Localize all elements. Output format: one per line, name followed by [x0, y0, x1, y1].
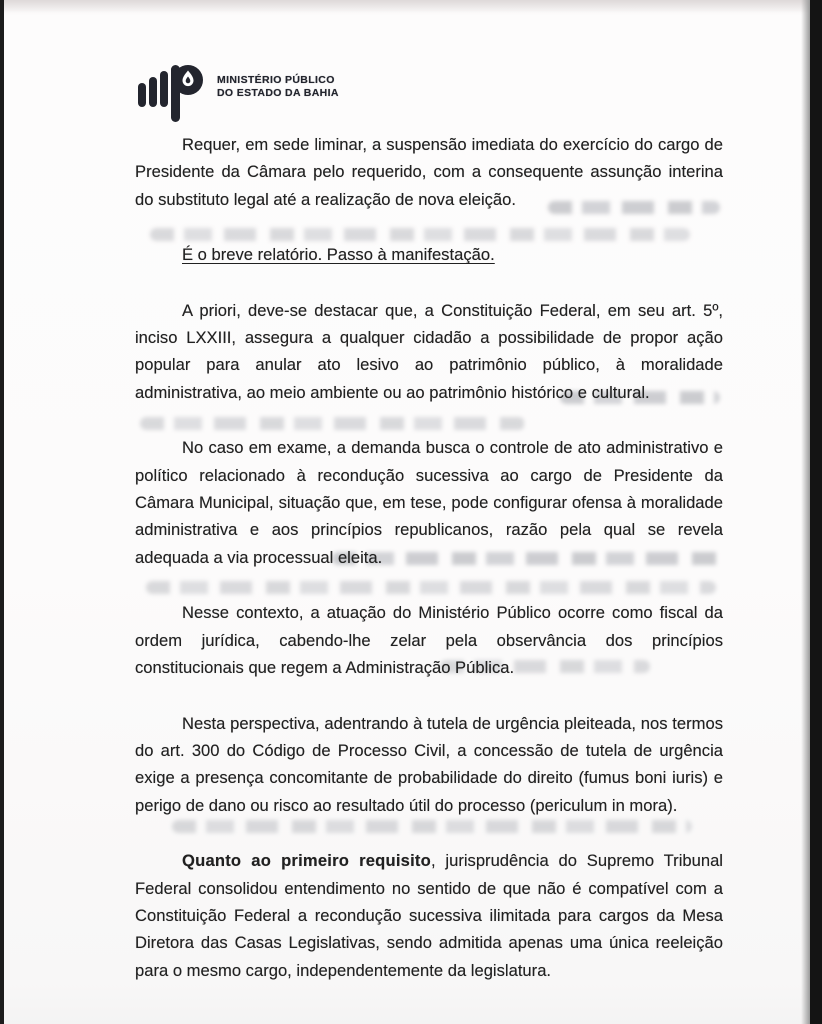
- page-right-edge: [810, 0, 822, 1024]
- document-body: [135, 131, 723, 1012]
- body-paragraph: A priori, deve-se destacar que, a Constituição Federal, em seu art. 5º, inciso LXXIII, assegura a qualquer cidadão a possibilidade de propor ação popular para anular ato lesivo ao patrimônio público, à moralidade administrativa, ao meio ambiente ou ao patrimônio histórico e cultural.: [135, 300, 723, 402]
- body-paragraph: Nesta perspectiva, adentrando à tutela de urgência pleiteada, nos termos do art. 300 do Código de Processo Civil, a concessão de tutela de urgência exige a presença concomitante de probabilidade do direito (fumus boni iuris) e perigo de dano ou risco ao resultado útil do processo (periculum in mora).: [135, 713, 723, 815]
- body-paragraph: Requer, em sede liminar, a suspensão imediata do exercício do cargo de Presidente da Câmara pelo requerido, com a consequente assunção interina do substituto legal até a realização de nova eleição.: [135, 135, 723, 209]
- mp-monogram-icon: [138, 64, 204, 122]
- page-edge-shadow: [801, 0, 810, 1024]
- body-paragraph: No caso em exame, a demanda busca o controle de ato administrativo e político relacionado à recondução sucessiva ao cargo de Presidente da Câmara Municipal, situação que, em tese, pode configurar ofensa à moralidade administrativa e aos princípios republicanos, razão pela qual se revela adequada a via processual eleita.: [135, 438, 723, 567]
- report-transition-heading: É o breve relatório. Passo à manifestação.: [182, 245, 495, 265]
- letterhead: [138, 64, 339, 122]
- org-name: [217, 74, 339, 99]
- page-left-edge: [0, 0, 4, 1024]
- page-top-shadow: [4, 0, 810, 13]
- org-name-line2: DO ESTADO DA BAHIA: [217, 86, 339, 99]
- bold-lead: Quanto ao primeiro requisito: [182, 851, 431, 871]
- org-name-line1: MINISTÉRIO PÚBLICO: [217, 74, 335, 86]
- body-paragraph: Quanto ao primeiro requisito, jurisprudência do Supremo Tribunal Federal consolidou entendimento no sentido de que não é compatível com a Constituição Federal a recondução sucessiva ilimitada para cargos da Mesa Diretora das Casas Legislativas, sendo admitida apenas uma única reeleição para o mesmo cargo, independentemente da legislatura.: [135, 851, 723, 980]
- body-paragraph: Nesse contexto, a atuação do Ministério Público ocorre como fiscal da ordem jurídica, cabendo-lhe zelar pela observância dos princípios constitucionais que regem a Administração Pública.: [135, 603, 723, 678]
